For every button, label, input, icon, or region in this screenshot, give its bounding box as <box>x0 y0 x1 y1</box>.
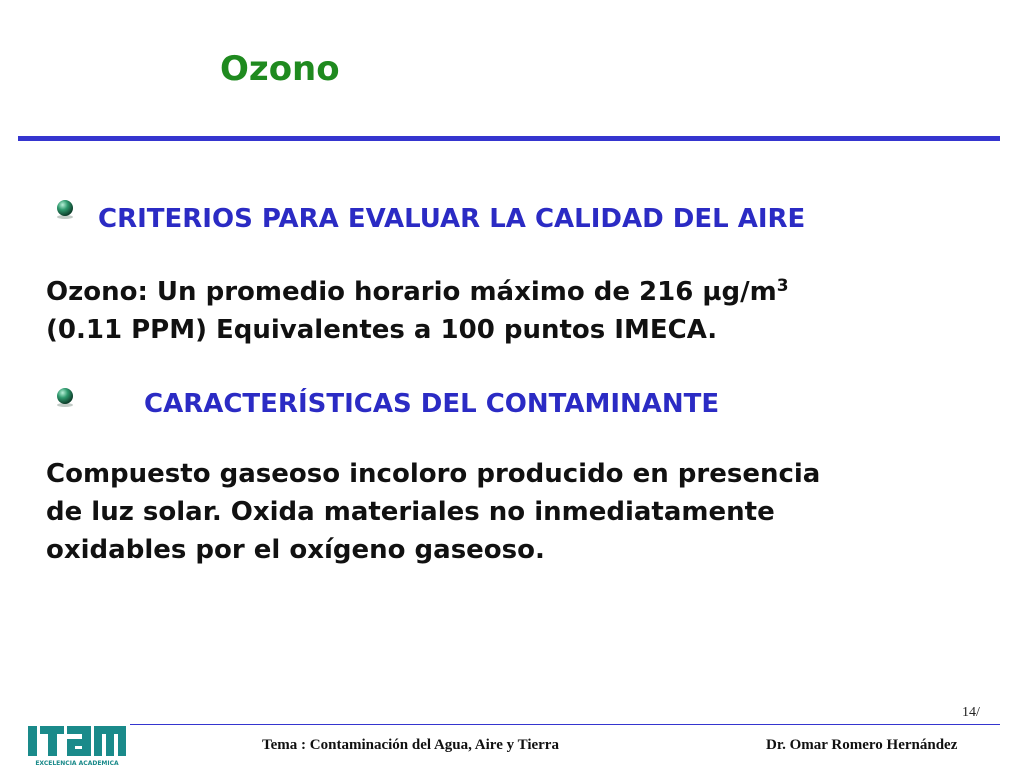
slide-title: Ozono <box>220 49 340 89</box>
itam-logo-icon <box>26 722 128 768</box>
sphere-bullet-icon <box>54 386 76 408</box>
section-heading-caracteristicas: CARACTERÍSTICAS DEL CONTAMINANTE <box>144 389 720 419</box>
title-divider <box>18 136 1000 141</box>
body-line <box>46 273 996 311</box>
footer-author: Dr. Omar Romero Hernández <box>766 737 958 753</box>
logo-tagline: EXCELENCIA ACADEMICA <box>35 760 119 767</box>
sphere-bullet-icon <box>54 198 76 220</box>
body-line: oxidables por el oxígeno gaseoso. <box>46 535 545 565</box>
body-line: (0.11 PPM) Equivalentes a 100 puntos IMECA. <box>46 315 718 345</box>
section-body-criterios <box>46 273 996 349</box>
page-number: 14/ <box>962 705 980 720</box>
footer-topic: Tema : Contaminación del Agua, Aire y Tierra <box>262 737 559 753</box>
body-line-text: Ozono: Un promedio horario máximo de 216 µg/m <box>46 277 777 307</box>
superscript: 3 <box>776 276 789 296</box>
body-line: de luz solar. Oxida materiales no inmediatamente <box>46 497 775 527</box>
section-heading-criterios: CRITERIOS PARA EVALUAR LA CALIDAD DEL AIRE <box>98 204 806 234</box>
body-line: Compuesto gaseoso incoloro producido en presencia <box>46 459 821 489</box>
section-body-caracteristicas <box>46 455 996 569</box>
footer-divider <box>130 724 1000 725</box>
